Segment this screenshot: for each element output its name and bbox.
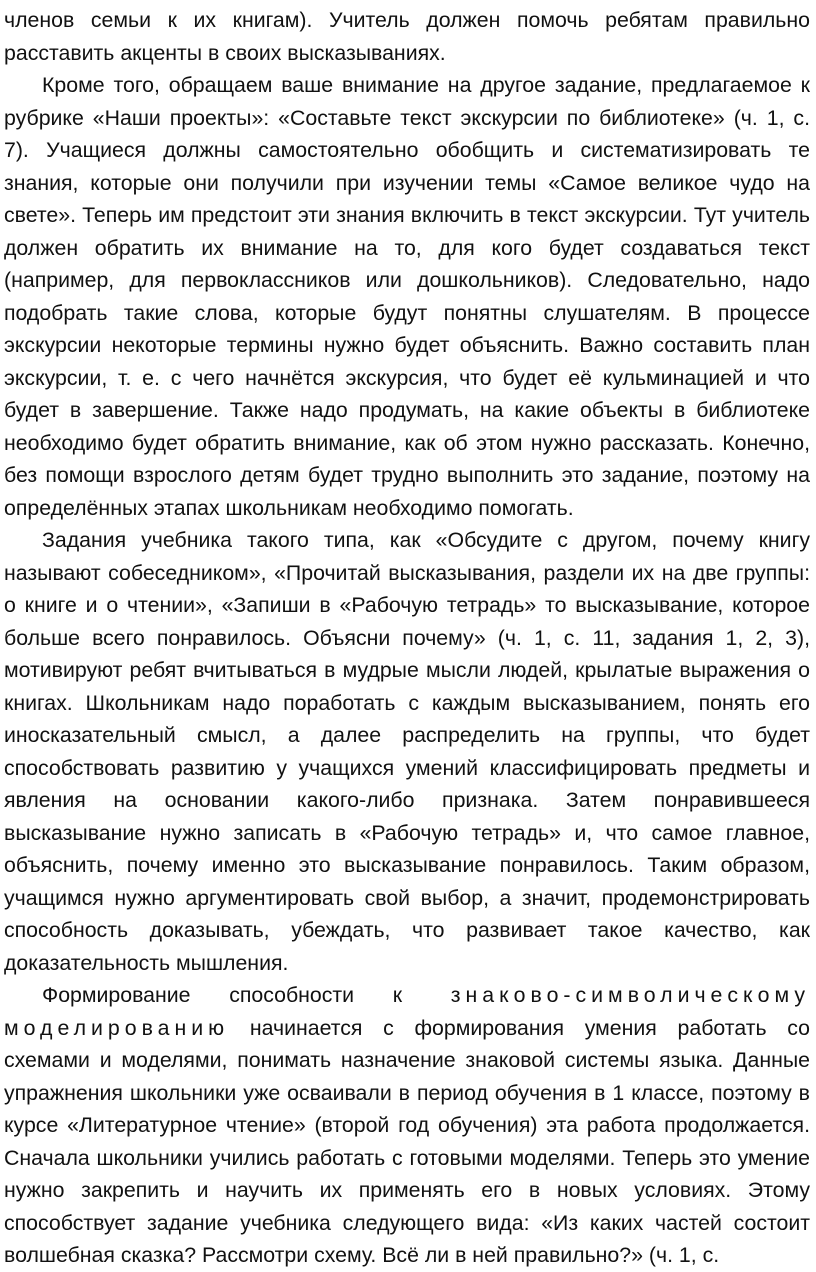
- spaced-term: к знаково-символическому моделированию: [4, 983, 810, 1040]
- paragraph-lead-text: Формирование способности: [42, 983, 393, 1007]
- paragraph-symbolic-modeling: [4, 979, 810, 1272]
- paragraph-rest-text: начинается с формирования умения работать со схемами и моделями, понимать назначение знаковой системы языка. Данные упражнения школьники уже осваивали в период обучения в 1 классе, поэтому в курсе «Литературное чтение» (второй год обучения) эта работа продолжается. Сначала школьники учились работать с готовыми моделями. Теперь это умение нужно закрепить и научить их применять его в новых условиях. Этому способствует задание учебника следующего вида: «Из каких частей состоит волшебная сказка? Рассмотри схему. Всё ли в ней правильно?» (ч. 1, с.: [4, 1015, 810, 1267]
- paragraph-excursion-project: Кроме того, обращаем ваше внимание на другое задание, предлагаемое к рубрике «Наши проекты»: «Составьте текст экскурсии по библиотеке» (ч. 1, с. 7). Учащиеся должны самостоятельно обобщить и систематизировать те знания, которые они получили при изучении темы «Самое великое чудо на свете». Теперь им предстоит эти знания включить в текст экскурсии. Тут учитель должен обратить их внимание на то, для кого будет создаваться текст (например, для первоклассников или дошкольников). Следовательно, надо подобрать такие слова, которые будут понятны слушателям. В процессе экскурсии некоторые термины нужно будет объяснить. Важно составить план экскурсии, т. е. с чего начнётся экскурсия, что будет её кульминацией и что будет в завершение. Также надо продумать, на какие объекты в библиотеке необходимо будет обратить внимание, как об этом нужно рассказать. Конечно, без помощи взрослого детям будет трудно выполнить это задание, поэтому на определённых этапах школьникам необходимо помогать.: [4, 73, 810, 520]
- paragraph-textbook-tasks: Задания учебника такого типа, как «Обсудите с другом, почему книгу называют собеседником», «Прочитай высказывания, раздели их на две группы: о книге и о чтении», «Запиши в «Рабочую тетрадь» то высказывание, которое больше всего понравилось. Объясни почему» (ч. 1, с. 11, задания 1, 2, 3), мотивируют ребят вчитываться в мудрые мысли людей, крылатые выражения о книгах. Школьникам надо поработать с каждым высказыванием, понять его иносказательный смысл, а далее распределить на группы, что будет способствовать развитию у учащихся умений классифицировать предметы и явления на основании какого-либо признака. Затем понравившееся высказывание нужно записать в «Рабочую тетрадь» и, что самое главное, объяснить, почему именно это высказывание понравилось. Таким образом, учащимся нужно аргументировать свой выбор, а значит, продемонстрировать способность доказывать, убеждать, что развивает такое качество, как доказательность мышления.: [4, 528, 810, 975]
- paragraph-continuation: членов семьи к их книгам). Учитель должен помочь ребятам правильно расставить акценты в своих высказываниях.: [4, 8, 810, 65]
